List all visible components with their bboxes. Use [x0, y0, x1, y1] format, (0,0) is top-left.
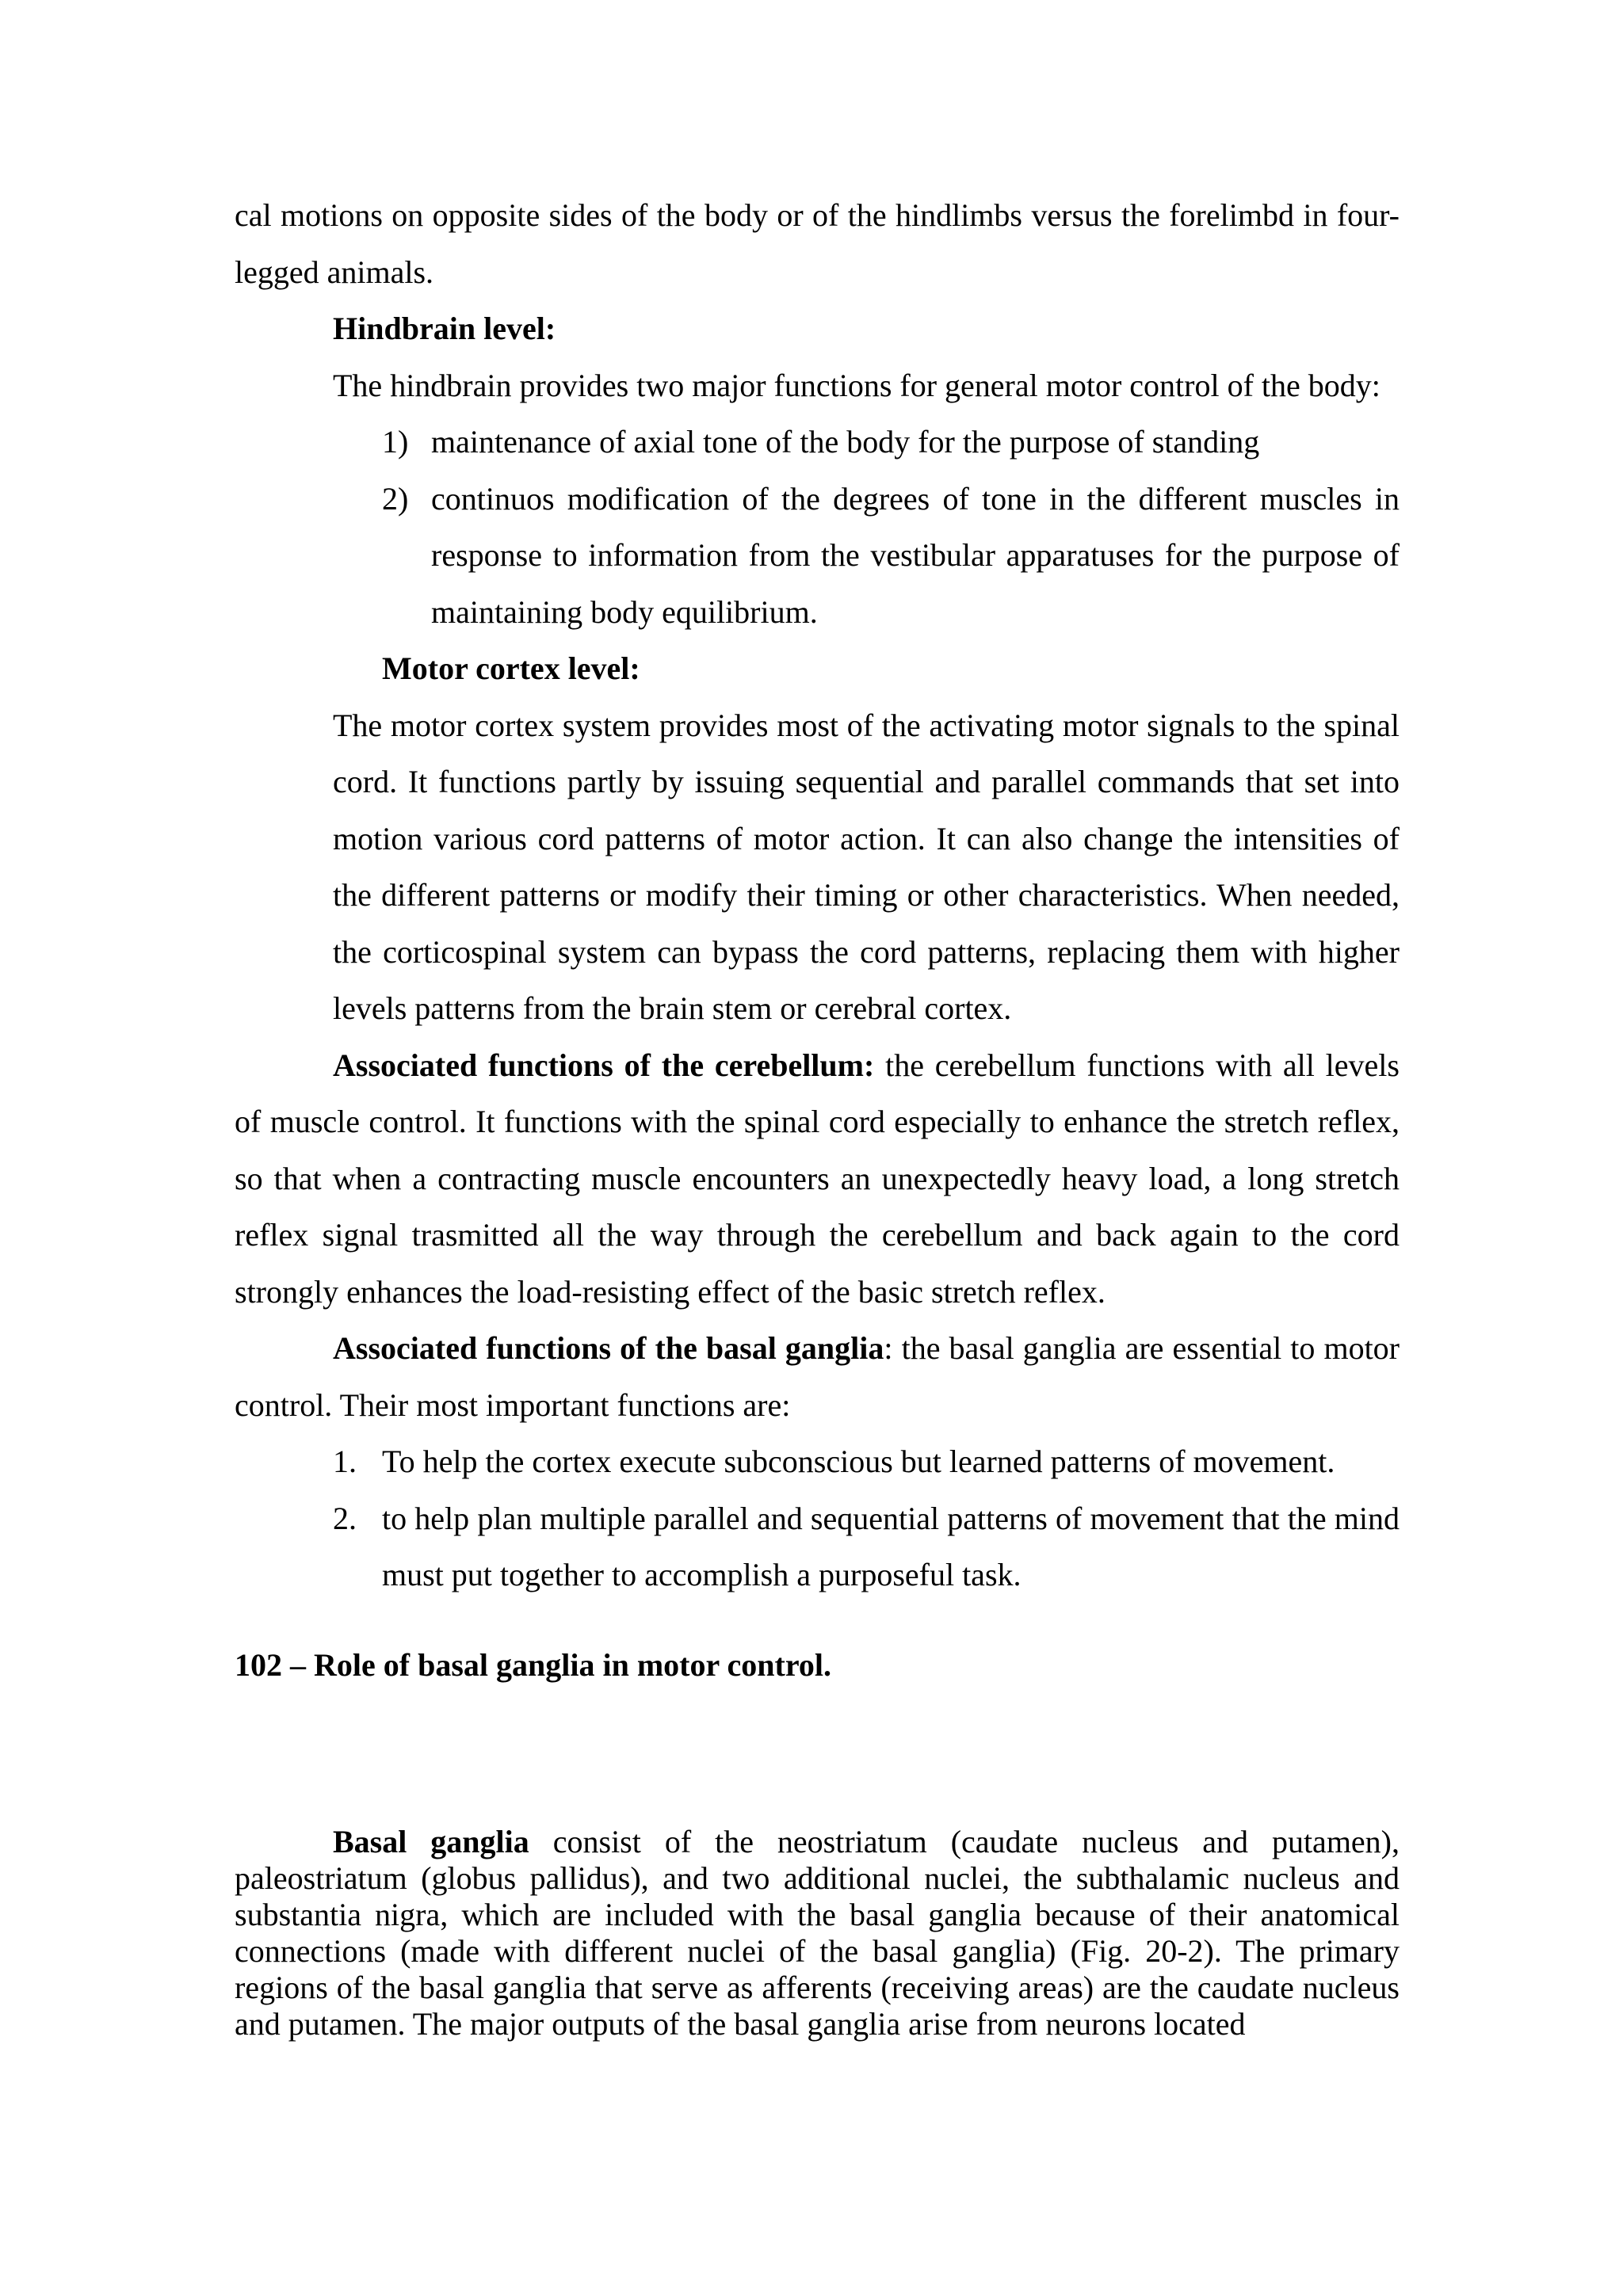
hindbrain-paragraph: The hindbrain provides two major functions for general motor control of the body: [333, 367, 1381, 403]
hindbrain-heading [235, 300, 1400, 357]
list-item-text: continuos modification of the degrees of tone in the different muscles in response to information from the vestibular apparatuses for the purpose of maintaining body equilibrium. [431, 480, 1400, 630]
motor-cortex-heading-label: Motor cortex level: [382, 650, 640, 686]
basal-ganglia-paragraph [235, 1824, 1400, 2042]
list-item-text: To help the cortex execute subconscious but learned patterns of movement. [382, 1444, 1335, 1479]
list-item [235, 1433, 1400, 1490]
list-item-number: 1) [382, 424, 409, 460]
basal-ganglia-functions-text: : the basal ganglia are essential to motor control. Their most important functions are: [235, 1330, 1400, 1423]
basal-ganglia-functions-paragraph [235, 1320, 1400, 1433]
upper-text-block [235, 187, 1400, 1763]
cerebellum-paragraph [235, 1037, 1400, 1321]
basal-ganglia-text: consist of the neostriatum (caudate nucleus and putamen), paleostriatum (globus pallidus), and two additional nuclei, the subthalamic nucleus and substantia nigra, which are included with the basal ganglia because of their anatomical connections (made with different nuclei of the basal ganglia) (Fig. 20-2). The primary regions of the basal ganglia that serve as afferents (receiving areas) are the caudate nucleus and putamen. The major outputs of the basal ganglia arise from neurons located [235, 1824, 1400, 2042]
cerebellum-text: the cerebellum functions with all levels of muscle control. It functions with the spinal cord especially to enhance the stretch reflex, so that when a contracting muscle encounters an unexpectedly heavy load, a long stretch reflex signal trasmitted all the way through the cerebellum and back again to the cord strongly enhances the load-resisting effect of the basic stretch reflex. [235, 1047, 1400, 1310]
lower-text-block [235, 1824, 1400, 2042]
section-heading [235, 1637, 1400, 1694]
cerebellum-heading: Associated functions of the cerebellum: [333, 1047, 875, 1083]
list-item [235, 414, 1400, 471]
basal-ganglia-term: Basal ganglia [333, 1824, 529, 1859]
list-item [235, 1490, 1400, 1604]
list-item-number: 2) [382, 480, 409, 517]
section-heading-label: 102 – Role of basal ganglia in motor control. [235, 1646, 831, 1683]
motor-cortex-paragraph: The motor cortex system provides most of the activating motor signals to the spinal cord. It functions partly by issuing sequential and parallel commands that set into motion various cord patterns of motor action. It can also change the intensities of the different patterns or modify their timing or other characteristics. When needed, the corticospinal system can bypass the cord patterns, replacing them with higher levels patterns from the brain stem or cerebral cortex. [333, 707, 1400, 1026]
list-item-text: to help plan multiple parallel and sequential patterns of movement that the mind must put together to accomplish a purposeful task. [382, 1500, 1400, 1592]
list-item-text: maintenance of axial tone of the body for the purpose of standing [431, 424, 1260, 460]
list-item-number: 2. [333, 1500, 357, 1536]
list-item [235, 471, 1400, 641]
motor-cortex-heading [235, 640, 1400, 697]
basal-ganglia-function-list [235, 1433, 1400, 1604]
basal-ganglia-functions-heading: Associated functions of the basal ganglia [333, 1330, 884, 1366]
list-item-number: 1. [333, 1444, 357, 1479]
hindbrain-heading-label: Hindbrain level: [333, 311, 556, 346]
hindbrain-function-list [235, 414, 1400, 640]
intro-continuation-paragraph: cal motions on opposite sides of the body or of the hindlimbs versus the forelimbd in four-legged animals. [235, 197, 1400, 290]
